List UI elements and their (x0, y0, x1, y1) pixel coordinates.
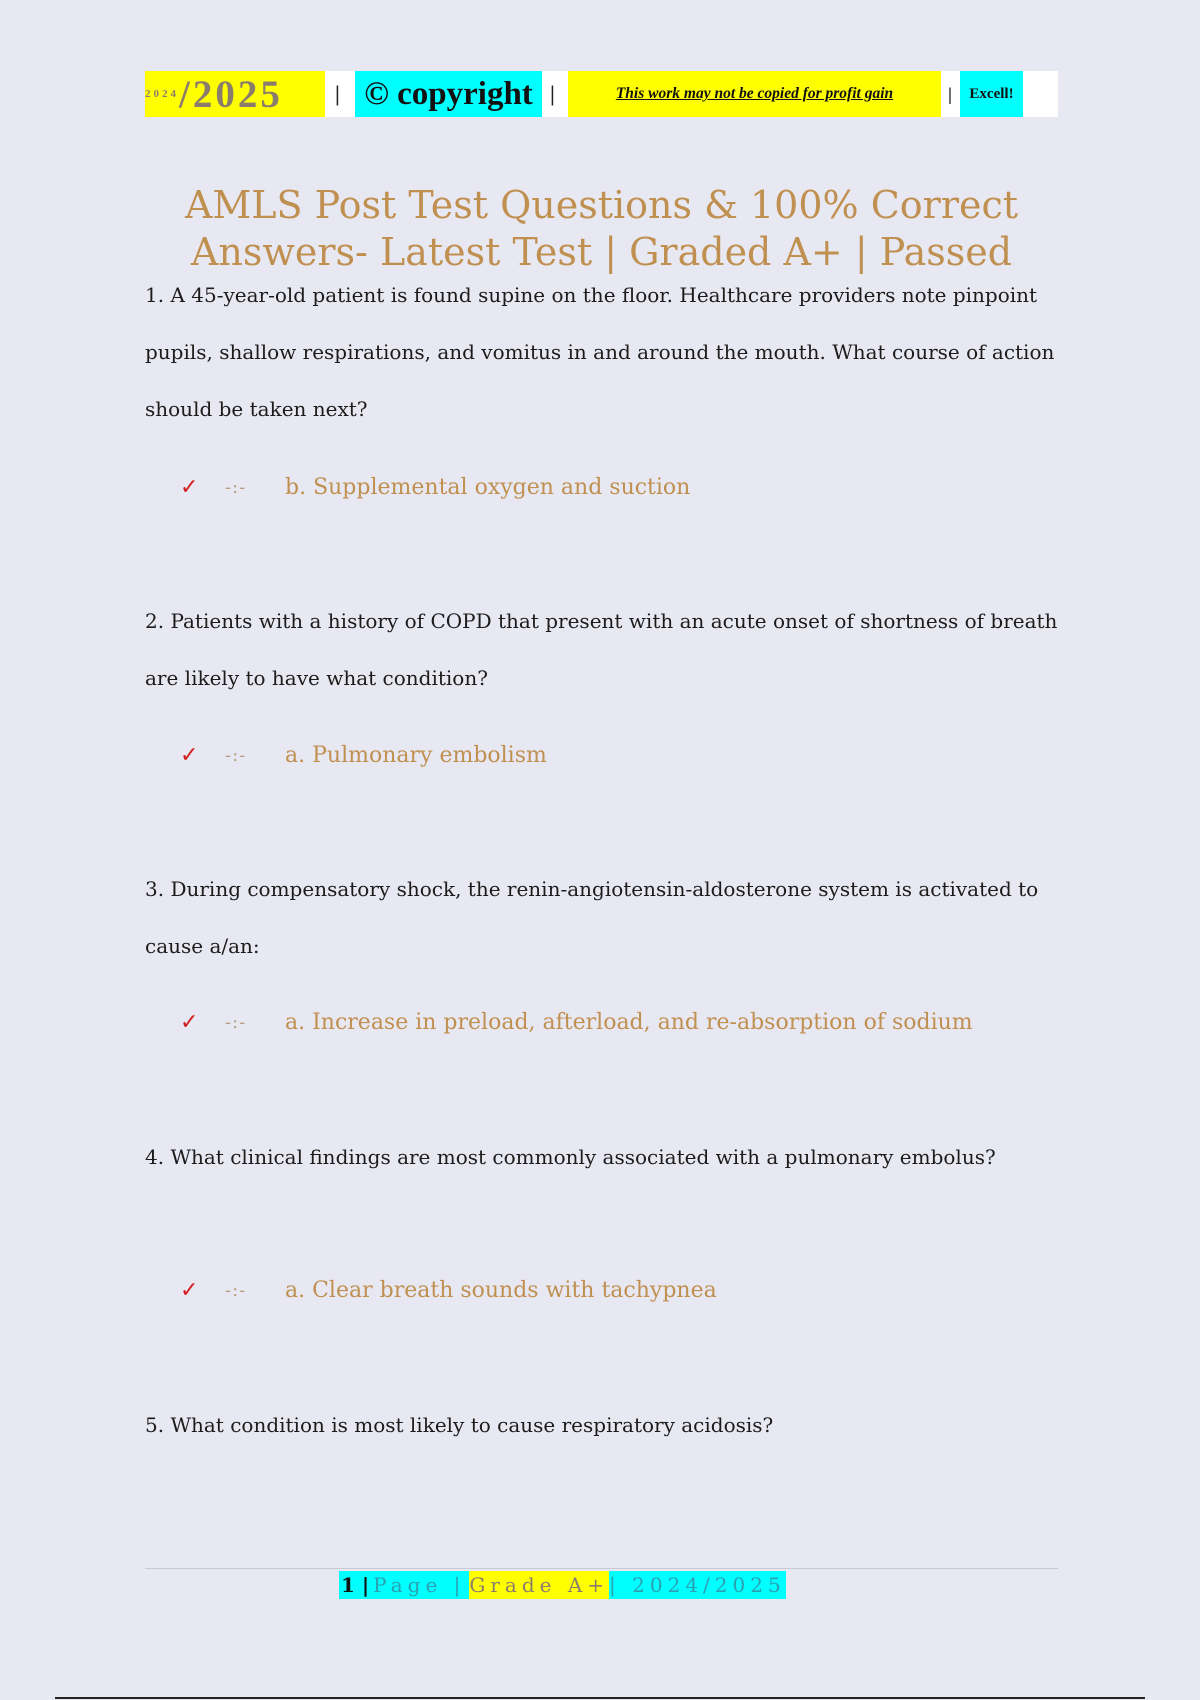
footer-divider (145, 1568, 1058, 1569)
header-separator: | (550, 81, 555, 106)
check-icon: ✓ (180, 1277, 199, 1303)
check-icon: ✓ (180, 474, 199, 500)
document-title: AMLS Post Test Questions & 100% Correct Answers- Latest Test | Graded A+ | Passed (184, 183, 1019, 274)
answer-text: a. Increase in preload, afterload, and re-absorption of sodium (285, 1009, 973, 1035)
check-icon: ✓ (180, 742, 199, 768)
header-separator: | (335, 81, 340, 106)
page-bottom-rule (55, 1697, 1145, 1699)
answer-separator: -:- (225, 744, 247, 766)
answer-separator: -:- (225, 1011, 247, 1033)
header-excel: Excell! (960, 71, 1023, 117)
answer-separator: -:- (225, 1279, 247, 1301)
answer-row (180, 740, 547, 770)
footer-page-label: Page | (373, 1571, 469, 1599)
question-text: 2. Patients with a history of COPD that present with an acute onset of shortness of breath are likely to have what condition? (145, 609, 1058, 690)
question-text: 3. During compensatory shock, the renin-angiotensin-aldosterone system is activated to cause a/an: (145, 877, 1039, 958)
answer-separator: -:- (225, 476, 247, 498)
answer-row (180, 472, 690, 502)
question-text: 1. A 45-year-old patient is found supine on the floor. Healthcare providers note pinpoint pupils, shallow respirations, and vomitus in and around the mouth. What course of action should be taken next? (145, 283, 1055, 421)
answer-row (180, 1007, 973, 1037)
answer-row (180, 1275, 717, 1305)
answer-text: a. Pulmonary embolism (285, 742, 547, 768)
answer-text: b. Supplemental oxygen and suction (285, 474, 691, 500)
header-separator: | (948, 83, 952, 104)
header-year-big: /2025 (179, 72, 283, 116)
header-copyright: © copyright (355, 71, 542, 117)
question-text: 5. What condition is most likely to cause respiratory acidosis? (145, 1413, 774, 1437)
header-banner (145, 71, 1058, 117)
footer-year: | 2024/2025 (609, 1573, 786, 1597)
question-text: 4. What clinical findings are most commonly associated with a pulmonary embolus? (145, 1145, 996, 1169)
header-year (145, 71, 325, 117)
page-footer (339, 1571, 786, 1599)
check-icon: ✓ (180, 1009, 199, 1035)
header-notice: This work may not be copied for profit gain (568, 71, 941, 117)
footer-grade: Grade A+ (469, 1573, 610, 1597)
answer-text: a. Clear breath sounds with tachypnea (285, 1277, 717, 1303)
header-year-small: 2024 (145, 88, 179, 100)
footer-page-number: 1 | (339, 1571, 373, 1599)
